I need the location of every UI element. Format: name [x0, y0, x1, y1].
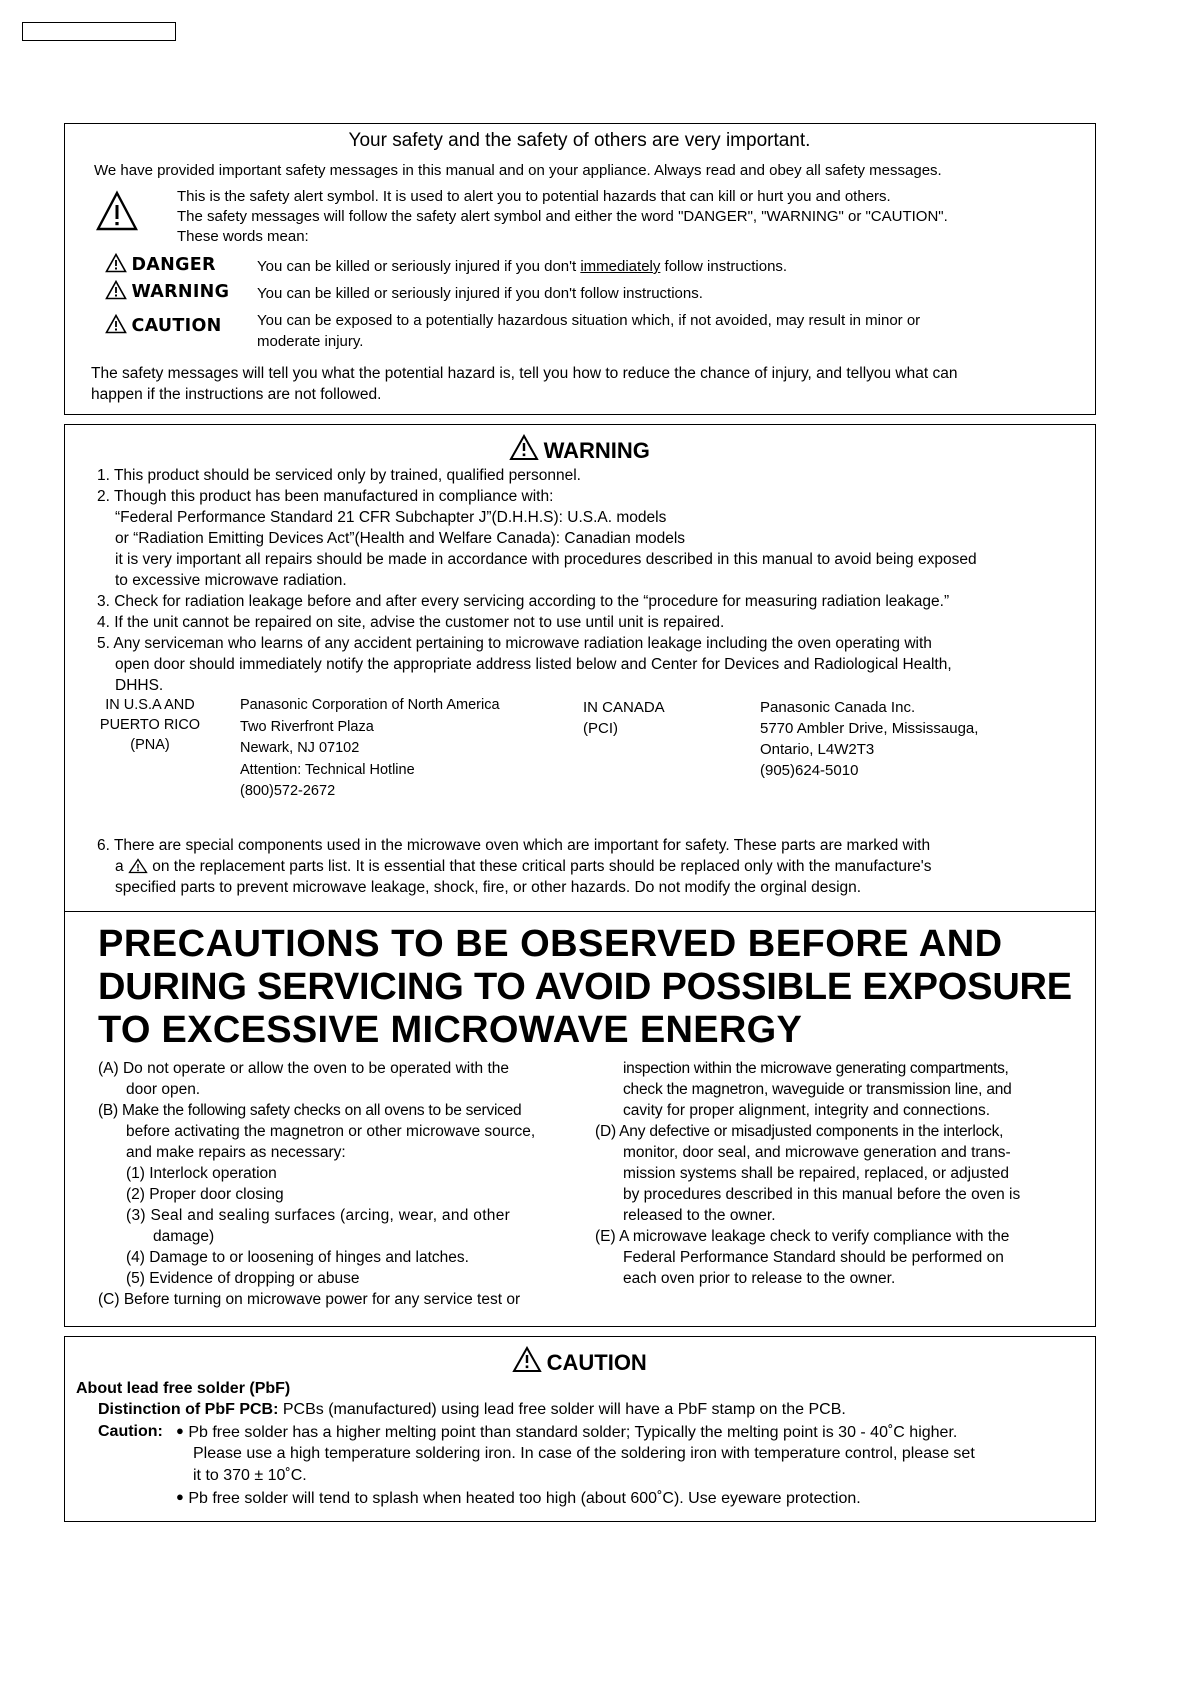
canada-label: IN CANADA (PCI): [583, 699, 665, 737]
right-col-line-3: cavity for proper alignment, integrity and connections.: [623, 1102, 991, 1119]
precautions-panel: [64, 911, 1096, 1327]
warning-title: WARNING: [543, 438, 650, 463]
right-col-line-7: by procedures described in this manual before the oven is: [623, 1186, 1021, 1203]
warning-panel: [64, 424, 1096, 912]
safety-title: Your safety and the safety of others are very important.: [348, 130, 811, 151]
symbol-line-1: This is the safety alert symbol. It is used to alert you to potential hazards that can kill or hurt you and others.: [177, 188, 891, 205]
caution-text-2: moderate injury.: [257, 333, 364, 350]
warning-item6-line-2: a on the replacement parts list. It is essential that these critical parts should be replaced only with the manufacture's: [115, 858, 932, 875]
warning-heading: [65, 434, 1094, 464]
safety-footer-1: The safety messages will tell you what the potential hazard is, tell you how to reduce the chance of injury, and tellyou what can: [91, 365, 958, 382]
warning-triangle-icon: [105, 280, 127, 300]
right-col-line-4: (D) Any defective or misadjusted components in the interlock,: [595, 1123, 1004, 1140]
warning-word: WARNING: [131, 282, 230, 302]
safety-alert-icon: [95, 190, 139, 232]
left-col-line-8: (3) Seal and sealing surfaces (arcing, wear, and other: [126, 1207, 511, 1224]
left-col-line-11: (5) Evidence of dropping or abuse: [126, 1270, 360, 1287]
safety-footer-2: happen if the instructions are not followed.: [91, 386, 382, 403]
warning-line-8: 4. If the unit cannot be repaired on site, advise the customer not to use until unit is repaired.: [97, 614, 725, 631]
danger-word: DANGER: [131, 255, 216, 275]
right-col-line-11: each oven prior to release to the owner.: [623, 1270, 896, 1287]
danger-triangle-icon: [105, 253, 127, 273]
caution-bullet-2: ● Pb free solder will tend to splash when heated too high (about 600˚C). Use eyeware protection.: [176, 1489, 861, 1507]
left-col-line-6: (1) Interlock operation: [126, 1165, 277, 1182]
warning-line-7: 3. Check for radiation leakage before and after every servicing according to the “procedure for measuring radiation leakage.”: [97, 593, 950, 610]
right-col-line-2: check the magnetron, waveguide or transmission line, and: [623, 1081, 1012, 1098]
warning-heading-triangle-icon: [509, 434, 539, 461]
precautions-title-2: DURING SERVICING TO AVOID POSSIBLE EXPOSURE: [98, 966, 1072, 1008]
safety-panel: [64, 123, 1096, 415]
warning-line-9: 5. Any serviceman who learns of any accident pertaining to microwave radiation leakage including the oven operating with: [97, 635, 932, 652]
warning-line-6: to excessive microwave radiation.: [115, 572, 347, 589]
left-col-line-7: (2) Proper door closing: [126, 1186, 284, 1203]
caution-bullet-1-line-3: it to 370 ± 10˚C.: [193, 1467, 307, 1484]
left-col-line-12: (C) Before turning on microwave power for any service test or: [98, 1291, 521, 1308]
caution-heading-triangle-icon: [512, 1346, 542, 1373]
caution-triangle-icon: [105, 314, 127, 334]
caution-heading: [65, 1346, 1094, 1376]
left-col-line-3: (B) Make the following safety checks on all ovens to be serviced: [98, 1102, 522, 1119]
symbol-line-3: These words mean:: [177, 228, 309, 245]
distinction-line: Distinction of PbF PCB: PCBs (manufactured) using lead free solder will have a PbF stamp on the PCB.: [98, 1401, 846, 1418]
caution-signal: [105, 314, 222, 336]
usa-address: Panasonic Corporation of North America Two Riverfront Plaza Newark, NJ 07102 Attention: Technical Hotline (800)572-2672: [240, 697, 500, 799]
caution-bullet-1-line-1: ● Pb free solder has a higher melting point than standard solder; Typically the melting point is 30 - 40˚C higher.: [176, 1423, 958, 1441]
right-col-line-6: mission systems shall be repaired, replaced, or adjusted: [623, 1165, 1009, 1182]
right-col-line-1: inspection within the microwave generating compartments,: [623, 1060, 1009, 1077]
caution-word: CAUTION: [131, 316, 222, 336]
right-col-line-5: monitor, door seal, and microwave generation and trans-: [623, 1144, 1011, 1161]
left-col-line-1: (A) Do not operate or allow the oven to be operated with the: [98, 1060, 509, 1077]
warning-line-1: 1. This product should be serviced only by trained, qualified personnel.: [97, 467, 581, 484]
bullet-icon: ●: [176, 1423, 184, 1438]
right-col-line-9: (E) A microwave leakage check to verify compliance with the: [595, 1228, 1010, 1245]
warning-line-10: open door should immediately notify the appropriate address listed below and Center for Devices and Radiological Health,: [115, 656, 952, 673]
bullet-icon: ●: [176, 1489, 184, 1504]
caution-text-1: You can be exposed to a potentially hazardous situation which, if not avoided, may result in minor or: [257, 312, 921, 329]
warning-item6-line-3: specified parts to prevent microwave leakage, shock, fire, or other hazards. Do not modify the orginal design.: [115, 879, 862, 896]
page-header-box: [22, 22, 176, 41]
symbol-line-2: The safety messages will follow the safety alert symbol and either the word "DANGER", "WARNING" or "CAUTION".: [177, 208, 948, 225]
critical-part-triangle-icon: [128, 858, 148, 874]
warning-line-11: DHHS.: [115, 677, 164, 694]
precautions-title-1: PRECAUTIONS TO BE OBSERVED BEFORE AND: [98, 923, 1003, 965]
danger-text: You can be killed or seriously injured if you don't immediately follow instructions.: [257, 258, 788, 275]
left-col-line-5: and make repairs as necessary:: [126, 1144, 346, 1161]
caution-title: CAUTION: [546, 1350, 647, 1375]
right-col-line-10: Federal Performance Standard should be performed on: [623, 1249, 1004, 1266]
usa-label: IN U.S.A AND PUERTO RICO (PNA): [99, 697, 201, 753]
warning-line-3: “Federal Performance Standard 21 CFR Subchapter J”(D.H.H.S): U.S.A. models: [115, 509, 667, 526]
safety-intro: We have provided important safety messages in this manual and on your appliance. Always read and obey all safety messages.: [94, 162, 942, 179]
left-col-line-2: door open.: [126, 1081, 201, 1098]
left-col-line-10: (4) Damage to or loosening of hinges and latches.: [126, 1249, 469, 1266]
caution-bullet-1-line-2: Please use a high temperature soldering iron. In case of the soldering iron with temperature control, please set: [193, 1445, 975, 1462]
canada-address: Panasonic Canada Inc. 5770 Ambler Drive, Mississauga, Ontario, L4W2T3 (905)624-5010: [760, 699, 979, 779]
warning-signal: [105, 280, 229, 302]
warning-line-2: 2. Though this product has been manufactured in compliance with:: [97, 488, 554, 505]
warning-line-4: or “Radiation Emitting Devices Act”(Health and Welfare Canada): Canadian models: [115, 530, 686, 547]
warning-line-5: it is very important all repairs should be made in accordance with procedures described in this manual to avoid being exposed: [115, 551, 977, 568]
caution-subtitle: About lead free solder (PbF): [76, 1380, 291, 1397]
danger-signal: [105, 253, 216, 275]
right-col-line-8: released to the owner.: [623, 1207, 776, 1224]
warning-item6-line-1: 6. There are special components used in the microwave oven which are important for safety. These parts are marked with: [97, 837, 931, 854]
left-col-line-9: damage): [153, 1228, 215, 1245]
caution-panel: [64, 1336, 1096, 1522]
caution-label: Caution:: [98, 1423, 163, 1440]
left-col-line-4: before activating the magnetron or other microwave source,: [126, 1123, 536, 1140]
warning-text: You can be killed or seriously injured if you don't follow instructions.: [257, 285, 703, 302]
precautions-title-3: TO EXCESSIVE MICROWAVE ENERGY: [98, 1009, 803, 1051]
